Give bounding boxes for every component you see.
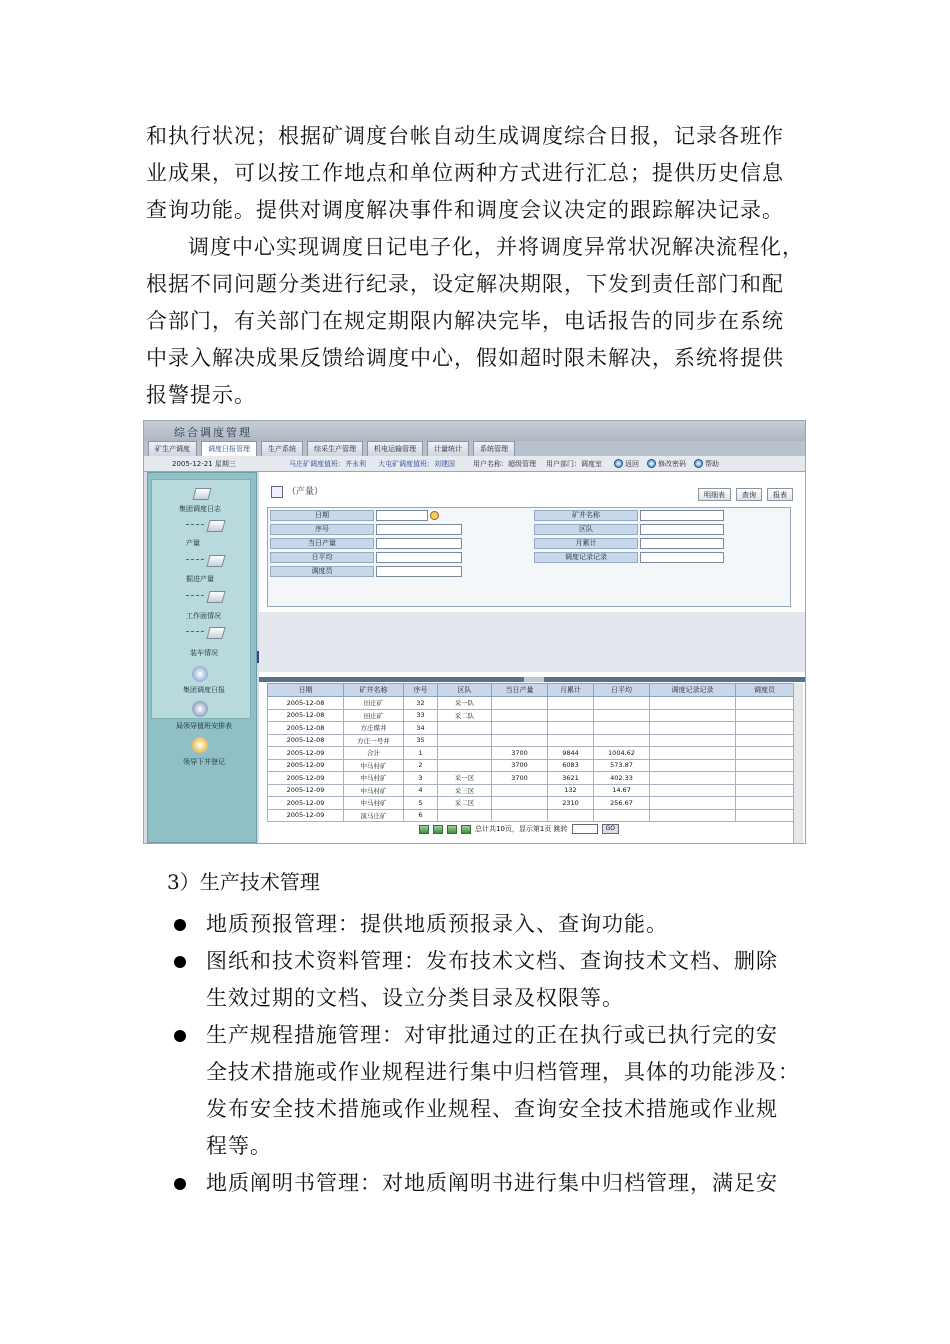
table-cell bbox=[594, 697, 650, 710]
query-form bbox=[267, 507, 791, 607]
table-cell: 中马村矿 bbox=[344, 772, 404, 785]
table-cell bbox=[736, 697, 794, 710]
col-dispatcher[interactable]: 调度员 bbox=[736, 684, 794, 697]
table-cell: 2005-12-09 bbox=[268, 784, 344, 797]
table-cell bbox=[492, 709, 548, 722]
dispatch-record-input[interactable] bbox=[640, 552, 724, 563]
bullet-icon bbox=[174, 1030, 186, 1042]
table-cell: 演马庄矿 bbox=[344, 809, 404, 822]
seq-input[interactable] bbox=[376, 524, 462, 535]
table-cell: 2005-12-09 bbox=[268, 747, 344, 760]
last-page-icon[interactable] bbox=[461, 825, 471, 834]
label-team: 区队 bbox=[534, 524, 638, 535]
back-label: 返回 bbox=[625, 459, 639, 468]
table-cell bbox=[594, 709, 650, 722]
table-cell: 2005-12-08 bbox=[268, 734, 344, 747]
tree-connector bbox=[186, 559, 204, 560]
sidebar-item-loading[interactable]: 装车情况 bbox=[190, 649, 218, 657]
tab-fully-mechanized[interactable]: 综采生产管理 bbox=[307, 441, 363, 456]
tab-system-admin[interactable]: 系统管理 bbox=[473, 441, 515, 456]
tab-metering[interactable]: 计量统计 bbox=[427, 441, 469, 456]
label-seq: 序号 bbox=[270, 524, 374, 535]
sidebar-link-group-daily[interactable]: 集团调度日报 bbox=[183, 686, 225, 694]
data-table bbox=[267, 683, 794, 822]
tree-connector bbox=[186, 524, 204, 525]
table-cell: 田庄矿 bbox=[344, 697, 404, 710]
bullet-line: 发布安全技术措施或作业规程、查询安全技术措施或作业规 bbox=[206, 1097, 778, 1121]
change-password-button[interactable] bbox=[647, 459, 686, 469]
tree-connector bbox=[186, 631, 204, 632]
table-cell bbox=[650, 759, 736, 772]
query-button[interactable]: 查询 bbox=[736, 488, 762, 501]
table-cell: 3700 bbox=[492, 772, 548, 785]
col-monthly-total[interactable]: 月累计 bbox=[548, 684, 594, 697]
col-daily-output[interactable]: 当日产量 bbox=[492, 684, 548, 697]
sidebar-item-workface[interactable]: 工作面情况 bbox=[186, 612, 221, 620]
table-cell: 合计 bbox=[344, 747, 404, 760]
tab-production-dispatch[interactable]: 矿生产调度 bbox=[148, 441, 197, 456]
table-cell: 32 bbox=[404, 697, 438, 710]
table-cell bbox=[650, 747, 736, 760]
table-cell: 中马村矿 bbox=[344, 797, 404, 810]
table-cell: 573.87 bbox=[594, 759, 650, 772]
sidebar-item-group-log[interactable]: 集团调度日志 bbox=[179, 505, 221, 513]
col-daily-avg[interactable]: 日平均 bbox=[594, 684, 650, 697]
user-dept: 用户部门：调度室 bbox=[546, 459, 602, 468]
document-icon bbox=[206, 520, 225, 532]
table-row[interactable] bbox=[268, 734, 794, 747]
label-monthly-total: 月累计 bbox=[534, 538, 638, 549]
document-icon bbox=[206, 555, 225, 567]
table-cell bbox=[492, 697, 548, 710]
table-cell bbox=[594, 809, 650, 822]
table-cell: 132 bbox=[548, 784, 594, 797]
table-cell bbox=[594, 734, 650, 747]
bullet-icon bbox=[174, 956, 186, 968]
go-button[interactable]: GO bbox=[602, 824, 619, 834]
bullet-line: 程等。 bbox=[206, 1134, 272, 1158]
current-date: 2005-12-21 星期三 bbox=[172, 459, 236, 468]
table-body bbox=[268, 697, 794, 822]
table-cell: 方庄一号井 bbox=[344, 734, 404, 747]
data-table-container bbox=[267, 683, 793, 820]
table-cell: 2 bbox=[404, 759, 438, 772]
bullet-icon bbox=[174, 1178, 186, 1190]
notice-1: 马庄矿调度值班：齐永利 bbox=[289, 459, 366, 468]
table-cell: 2005-12-08 bbox=[268, 697, 344, 710]
table-scrollbar[interactable] bbox=[793, 683, 803, 843]
sidebar-link-underground-log[interactable]: 领导下井登记 bbox=[183, 758, 225, 766]
tab-production-system[interactable]: 生产系统 bbox=[261, 441, 303, 456]
table-cell bbox=[492, 809, 548, 822]
help-icon bbox=[694, 459, 703, 468]
table-cell: 2005-12-09 bbox=[268, 797, 344, 810]
table-cell: 采二区 bbox=[438, 797, 492, 810]
form-icon bbox=[271, 486, 283, 498]
table-cell bbox=[548, 722, 594, 735]
table-cell: 3 bbox=[404, 772, 438, 785]
table-row[interactable] bbox=[268, 722, 794, 735]
form-toolbar bbox=[698, 488, 793, 501]
label-dispatch-record: 调度记录记录 bbox=[534, 552, 638, 563]
table-cell: 6 bbox=[404, 809, 438, 822]
tab-electromechanical[interactable]: 机电运输管理 bbox=[367, 441, 423, 456]
table-cell bbox=[492, 797, 548, 810]
bullet-line: 地质预报管理：提供地质预报录入、查询功能。 bbox=[206, 912, 668, 936]
tree-connector bbox=[186, 595, 204, 596]
splitter-grip[interactable] bbox=[524, 677, 544, 682]
sidebar bbox=[147, 472, 257, 843]
table-cell bbox=[548, 697, 594, 710]
team-input[interactable] bbox=[640, 524, 724, 535]
table-cell: 2005-12-09 bbox=[268, 759, 344, 772]
bullet-line: 图纸和技术资料管理：发布技术文档、查询技术文档、删除 bbox=[206, 949, 778, 973]
sidebar-link-duty-schedule[interactable]: 局领导值班安排表 bbox=[176, 722, 232, 730]
table-cell bbox=[736, 759, 794, 772]
table-cell: 中马村矿 bbox=[344, 759, 404, 772]
table-cell bbox=[736, 772, 794, 785]
text-line: 根据不同问题分类进行纪录，设定解决期限，下发到责任部门和配 bbox=[146, 272, 784, 296]
detail-button[interactable]: 明细表 bbox=[698, 488, 731, 501]
help-label: 帮助 bbox=[705, 459, 719, 468]
table-cell: 14.67 bbox=[594, 784, 650, 797]
table-row[interactable] bbox=[268, 709, 794, 722]
table-cell: 采一区 bbox=[438, 772, 492, 785]
bullet-line: 全技术措施或作业规程进行集中归档管理，具体的功能涉及： bbox=[206, 1060, 800, 1084]
col-team[interactable]: 区队 bbox=[438, 684, 492, 697]
table-cell bbox=[548, 809, 594, 822]
user-name: 用户名称：超级管理 bbox=[473, 459, 536, 468]
change-password-label: 修改密码 bbox=[658, 459, 686, 468]
sidebar-tree bbox=[151, 479, 251, 719]
document-icon bbox=[206, 591, 225, 603]
table-cell: 方庄煤井 bbox=[344, 722, 404, 735]
table-cell bbox=[650, 734, 736, 747]
table-cell bbox=[736, 709, 794, 722]
table-cell bbox=[736, 722, 794, 735]
text-line: 查询功能。提供对调度解决事件和调度会议决定的跟踪解决记录。 bbox=[146, 198, 784, 222]
table-header-row bbox=[268, 684, 794, 697]
table-cell: 2310 bbox=[548, 797, 594, 810]
main-panel bbox=[259, 472, 805, 843]
table-cell: 采一队 bbox=[438, 697, 492, 710]
table-cell: 3700 bbox=[492, 759, 548, 772]
section-title: 3）生产技术管理 bbox=[167, 870, 320, 894]
col-dispatch-record[interactable]: 调度记录记录 bbox=[650, 684, 736, 697]
table-cell: 2005-12-08 bbox=[268, 709, 344, 722]
table-cell bbox=[438, 722, 492, 735]
table-cell: 3700 bbox=[492, 747, 548, 760]
daily-avg-input[interactable] bbox=[376, 552, 462, 563]
col-date[interactable]: 日期 bbox=[268, 684, 344, 697]
table-cell bbox=[548, 734, 594, 747]
table-row[interactable] bbox=[268, 747, 794, 760]
key-icon bbox=[647, 459, 656, 468]
table-cell bbox=[650, 697, 736, 710]
table-cell: 1004.62 bbox=[594, 747, 650, 760]
table-cell bbox=[650, 797, 736, 810]
bullet-item bbox=[172, 1017, 822, 1165]
bullet-list bbox=[172, 906, 822, 1202]
calendar-icon bbox=[192, 666, 208, 682]
help-button[interactable] bbox=[694, 459, 719, 469]
date-input[interactable] bbox=[376, 510, 428, 521]
splitter[interactable] bbox=[259, 677, 805, 682]
bullet-line: 地质阐明书管理：对地质阐明书进行集中归档管理，满足安 bbox=[206, 1171, 778, 1195]
paragraph-2 bbox=[146, 229, 816, 414]
bullet-item bbox=[172, 1165, 822, 1202]
text-line: 报警提示。 bbox=[146, 383, 256, 407]
table-cell bbox=[438, 747, 492, 760]
table-cell bbox=[548, 709, 594, 722]
text-line: 中录入解决成果反馈给调度中心，假如超时限未解决，系统将提供 bbox=[146, 346, 784, 370]
pager-text: 总计共10页，显示第1页 跳转 bbox=[475, 825, 568, 833]
table-cell bbox=[650, 809, 736, 822]
text-line: 合部门，有关部门在规定期限内解决完毕，电话报告的同步在系统 bbox=[146, 309, 784, 333]
table-row[interactable] bbox=[268, 784, 794, 797]
daily-output-input[interactable] bbox=[376, 538, 462, 549]
table-row[interactable] bbox=[268, 809, 794, 822]
col-mine[interactable]: 矿井名称 bbox=[344, 684, 404, 697]
label-daily-avg: 日平均 bbox=[270, 552, 374, 563]
clock-icon[interactable] bbox=[430, 511, 439, 520]
table-cell: 3621 bbox=[548, 772, 594, 785]
label-daily-output: 当日产量 bbox=[270, 538, 374, 549]
embedded-screenshot bbox=[143, 420, 806, 844]
label-dispatcher: 调度员 bbox=[270, 566, 374, 577]
form-title-text: （产量） bbox=[287, 487, 324, 497]
table-cell: 中马村矿 bbox=[344, 784, 404, 797]
bullet-icon bbox=[174, 919, 186, 931]
table-row[interactable] bbox=[268, 772, 794, 785]
mine-name-input[interactable] bbox=[640, 510, 724, 521]
paragraph-1 bbox=[146, 118, 816, 229]
table-cell: 采二队 bbox=[438, 709, 492, 722]
info-bar bbox=[144, 456, 805, 472]
table-cell: 4 bbox=[404, 784, 438, 797]
table-cell bbox=[492, 722, 548, 735]
leader-icon bbox=[192, 701, 208, 717]
sidebar-item-tunneling[interactable]: 掘进产量 bbox=[186, 575, 214, 583]
pager bbox=[419, 824, 619, 834]
monthly-total-input[interactable] bbox=[640, 538, 724, 549]
table-cell: 35 bbox=[404, 734, 438, 747]
table-cell bbox=[736, 784, 794, 797]
notice-2: 大屯矿调度值班：刘建国 bbox=[378, 459, 455, 468]
table-cell: 2005-12-08 bbox=[268, 722, 344, 735]
bullet-line: 生产规程措施管理：对审批通过的正在执行或已执行完的安 bbox=[206, 1023, 778, 1047]
table-row[interactable] bbox=[268, 797, 794, 810]
table-cell bbox=[438, 734, 492, 747]
text-line: 调度中心实现调度日记电子化，并将调度异常状况解决流程化， bbox=[188, 235, 804, 259]
table-cell bbox=[492, 784, 548, 797]
helmet-icon bbox=[192, 737, 208, 753]
document-icon bbox=[192, 488, 211, 500]
document-icon bbox=[206, 627, 225, 639]
table-cell: 2005-12-09 bbox=[268, 809, 344, 822]
table-cell: 6083 bbox=[548, 759, 594, 772]
table-cell bbox=[736, 734, 794, 747]
table-cell bbox=[492, 734, 548, 747]
next-page-icon[interactable] bbox=[447, 825, 457, 834]
label-mine-name: 矿井名称 bbox=[534, 510, 638, 521]
prev-page-icon[interactable] bbox=[433, 825, 443, 834]
bullet-item bbox=[172, 906, 822, 943]
table-cell bbox=[650, 772, 736, 785]
table-cell bbox=[594, 722, 650, 735]
page-jump-input[interactable] bbox=[572, 824, 598, 834]
col-seq[interactable]: 序号 bbox=[404, 684, 438, 697]
table-cell: 9844 bbox=[548, 747, 594, 760]
text-line: 业成果，可以按工作地点和单位两种方式进行汇总；提供历史信息 bbox=[146, 161, 784, 185]
table-cell: 2005-12-09 bbox=[268, 772, 344, 785]
app-title: 综合调度管理 bbox=[144, 421, 805, 441]
table-row[interactable] bbox=[268, 759, 794, 772]
table-cell: 34 bbox=[404, 722, 438, 735]
sidebar-item-output[interactable]: 产量 bbox=[186, 539, 200, 547]
table-cell bbox=[736, 797, 794, 810]
table-cell bbox=[650, 722, 736, 735]
table-cell bbox=[650, 709, 736, 722]
table-cell: 402.33 bbox=[594, 772, 650, 785]
tab-dispatch-daily[interactable]: 调度日报管理 bbox=[201, 441, 257, 456]
text-line: 和执行状况；根据矿调度台帐自动生成调度综合日报，记录各班作 bbox=[146, 124, 784, 148]
bullet-item bbox=[172, 943, 822, 1017]
back-icon bbox=[614, 459, 623, 468]
table-cell bbox=[650, 784, 736, 797]
table-cell bbox=[438, 809, 492, 822]
table-cell: 采三区 bbox=[438, 784, 492, 797]
back-button[interactable] bbox=[614, 459, 639, 469]
first-page-icon[interactable] bbox=[419, 825, 429, 834]
table-cell: 田庄矿 bbox=[344, 709, 404, 722]
table-cell: 1 bbox=[404, 747, 438, 760]
table-cell: 5 bbox=[404, 797, 438, 810]
table-cell: 33 bbox=[404, 709, 438, 722]
table-cell bbox=[736, 809, 794, 822]
report-button[interactable]: 报表 bbox=[767, 488, 793, 501]
label-date: 日期 bbox=[270, 510, 374, 521]
form-title bbox=[271, 484, 323, 498]
table-row[interactable] bbox=[268, 697, 794, 710]
table-cell bbox=[438, 759, 492, 772]
dispatcher-input[interactable] bbox=[376, 566, 462, 577]
table-cell bbox=[736, 747, 794, 760]
empty-area bbox=[259, 612, 805, 672]
bullet-line: 生效过期的文档、设立分类目录及权限等。 bbox=[206, 986, 624, 1010]
table-cell: 256.67 bbox=[594, 797, 650, 810]
tab-bar bbox=[144, 441, 805, 456]
